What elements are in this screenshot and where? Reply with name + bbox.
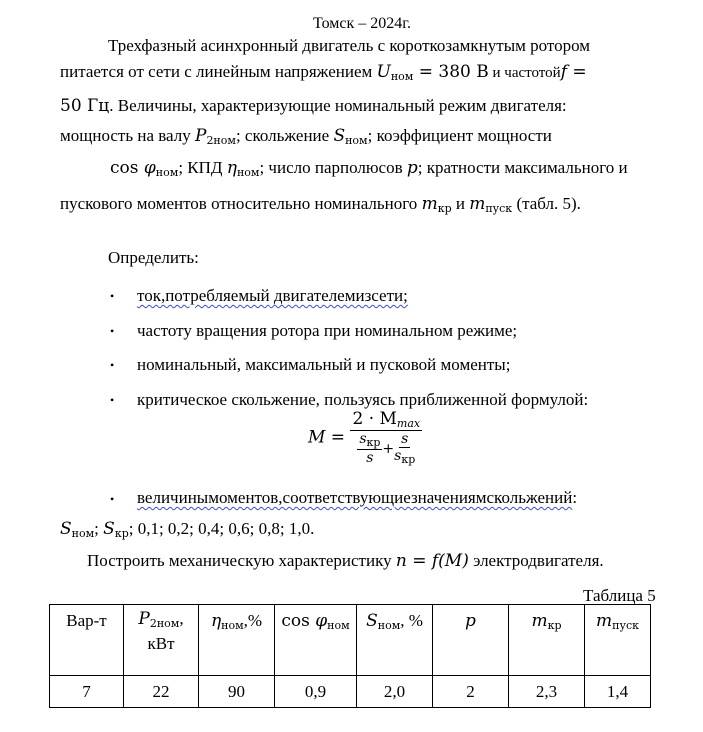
- table-row: [50, 676, 651, 708]
- table-cell: 7: [50, 676, 124, 708]
- bullet-marker: •: [110, 324, 115, 338]
- list-item: критическое скольжение, пользуясь приближенной формулой:: [137, 390, 589, 409]
- list-item: частоту вращения ротора при номинальном режиме;: [137, 321, 518, 340]
- table-cell: 1,4: [585, 676, 651, 708]
- list-item: номинальный, максимальный и пусковой моменты;: [137, 355, 511, 374]
- variant-table: [49, 604, 651, 708]
- build-instruction: Построить механическую характеристику n = f(M) электродвигателя.: [87, 551, 604, 571]
- header-variant: Вар-т: [50, 605, 124, 676]
- table-header-row: [50, 605, 651, 676]
- bullet-marker: •: [110, 289, 115, 303]
- header-mkr: $m_{кр}$: [509, 605, 585, 676]
- header-mpusk: $m_{пуск}$: [585, 605, 651, 676]
- slip-values: $S_{ном}$; $S_{кр}$; 0,1; 0,2; 0,4; 0,6; 0,8; 1,0.: [60, 519, 315, 540]
- page-date: Томск – 2024г.: [313, 15, 412, 32]
- table-cell: 2,0: [357, 676, 433, 708]
- table-cell: 90: [199, 676, 275, 708]
- bullet-marker: •: [110, 358, 115, 372]
- table-cell: 2: [433, 676, 509, 708]
- header-eta: $\eta_{ном},\%$: [199, 605, 275, 676]
- list-item: ток,потребляемый двигателемизсети;: [137, 286, 408, 305]
- header-p2: $P_{2ном}$, кВт: [124, 605, 199, 676]
- table-cell: 2,3: [509, 676, 585, 708]
- header-cos: $\cos \varphi_{ном}$: [275, 605, 357, 676]
- kloss-formula: M = $2 \cdot M_{max}$ $\frac{s_{кр}}{s}$ + $\frac{s}{s_{кр}}$: [308, 409, 421, 466]
- bullet-marker: •: [110, 492, 115, 506]
- table-cell: 22: [124, 676, 199, 708]
- table-caption: Таблица 5: [583, 586, 656, 605]
- list-item: величинымоментов,соответствующиезначениямскольжений:: [137, 488, 578, 507]
- task-heading: Определить:: [108, 248, 199, 267]
- bullet-marker: •: [110, 393, 115, 407]
- table-cell: 0,9: [275, 676, 357, 708]
- header-pole-pairs: p: [433, 605, 509, 676]
- header-slip: $S_{ном}$, %: [357, 605, 433, 676]
